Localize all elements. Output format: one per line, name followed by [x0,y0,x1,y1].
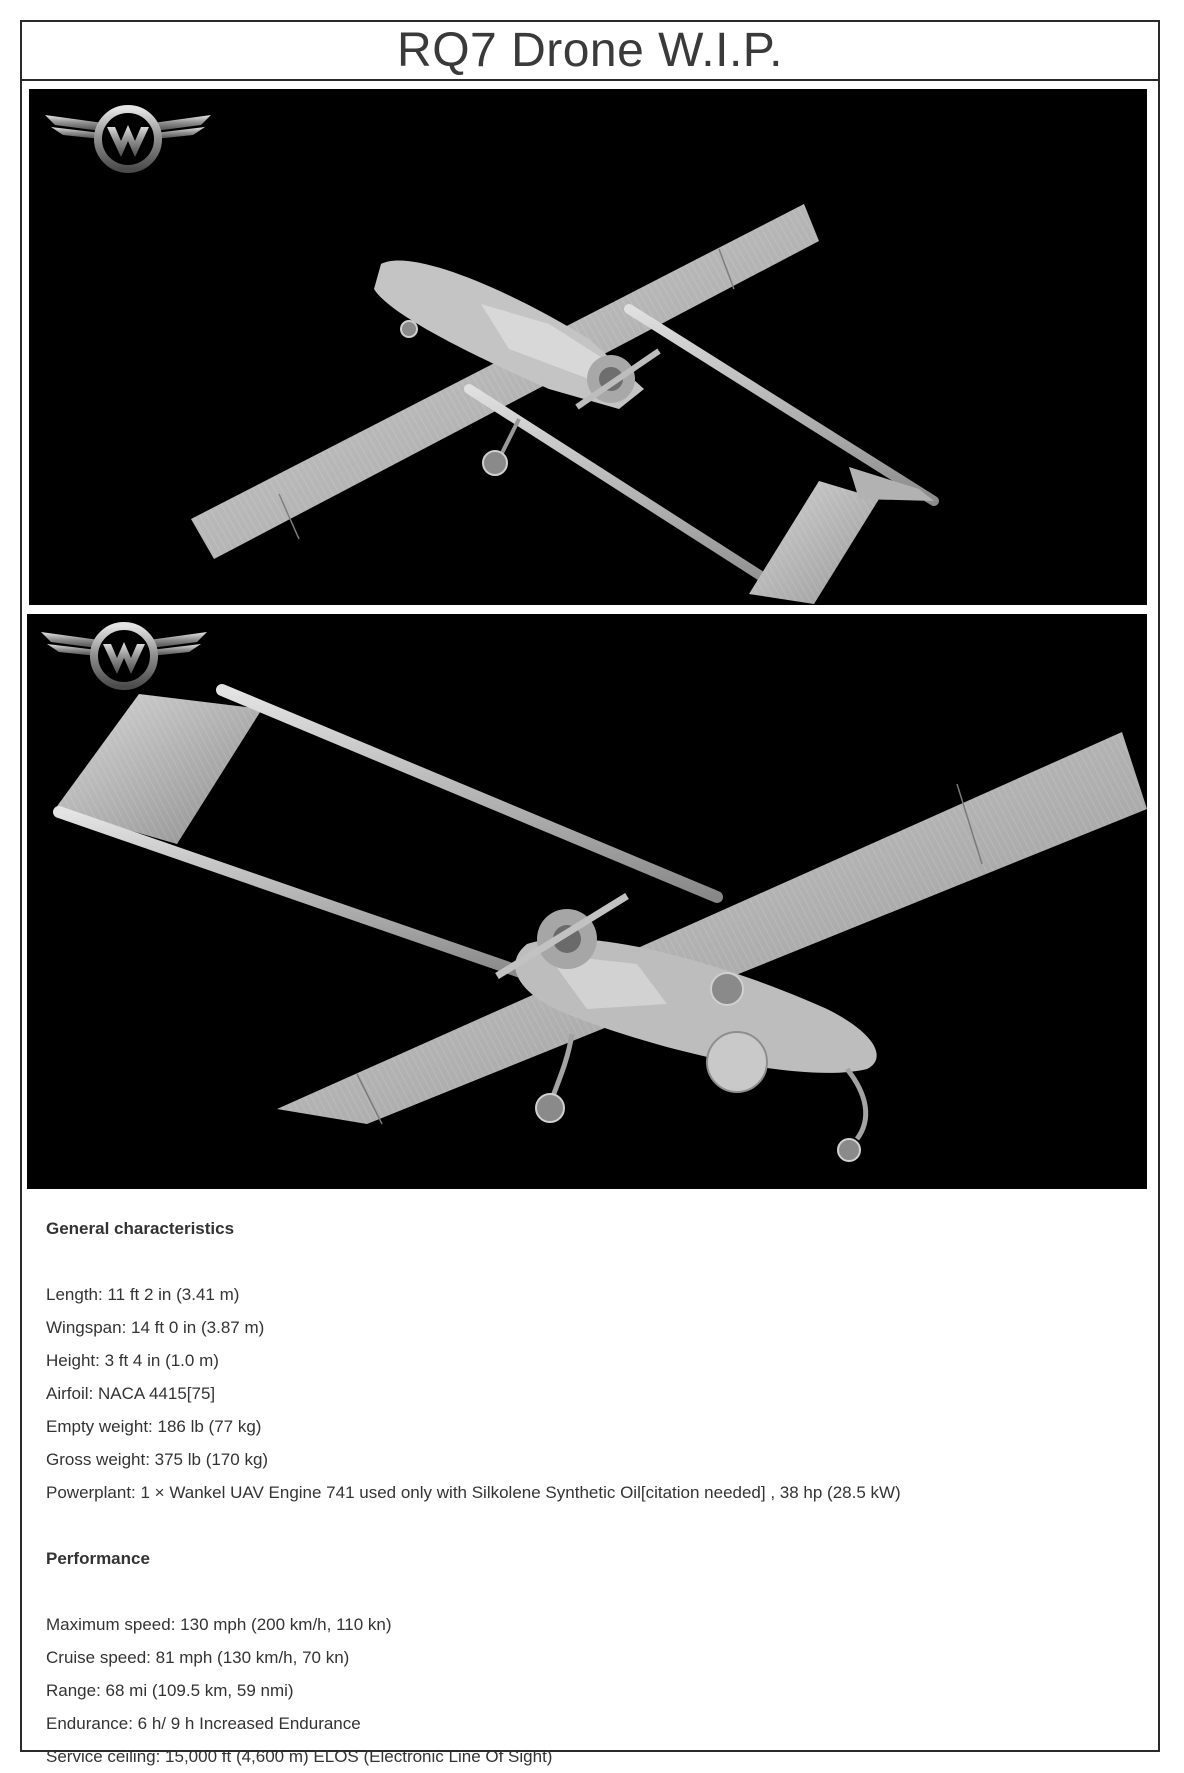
winged-emblem-logo [45,101,211,177]
spec-powerplant: Powerplant: 1 × Wankel UAV Engine 741 used only with Silkolene Synthetic Oil[citation needed] , 38 hp (28.5 kW) [46,1483,901,1502]
page-frame [20,20,1160,1766]
spacer [46,1245,1146,1278]
page-title: RQ7 Drone W.I.P. [397,24,783,77]
spec-wingspan: Wingspan: 14 ft 0 in (3.87 m) [46,1318,265,1337]
spec-length: Length: 11 ft 2 in (3.41 m) [46,1285,240,1304]
spec-endurance: Endurance: 6 h/ 9 h Increased Endurance [46,1714,361,1733]
logo-image [45,101,211,177]
spec-service-ceiling: Service ceiling: 15,000 ft (4,600 m) ELOS (Electronic Line Of Sight) [46,1747,553,1766]
spec-empty-weight: Empty weight: 186 lb (77 kg) [46,1417,262,1436]
spacer [46,1509,1146,1542]
render-top-view [29,89,1147,605]
general-characteristics-heading: General characteristics [46,1219,235,1238]
title-bar [22,22,1158,81]
performance-heading: Performance [46,1549,150,1568]
specifications [46,1212,1146,1773]
spec-cruise-speed: Cruise speed: 81 mph (130 km/h, 70 kn) [46,1648,350,1667]
spec-height: Height: 3 ft 4 in (1.0 m) [46,1351,219,1370]
winged-emblem-logo [41,618,207,694]
logo-image [41,618,207,694]
spec-maximum-speed: Maximum speed: 130 mph (200 km/h, 110 kn) [46,1615,392,1634]
spec-range: Range: 68 mi (109.5 km, 59 nmi) [46,1681,294,1700]
spec-gross-weight: Gross weight: 375 lb (170 kg) [46,1450,269,1469]
spec-airfoil: Airfoil: NACA 4415[75] [46,1384,216,1403]
spacer [46,1575,1146,1608]
render-underside-view [27,614,1147,1189]
drone-underside-view-image [27,614,1147,1189]
